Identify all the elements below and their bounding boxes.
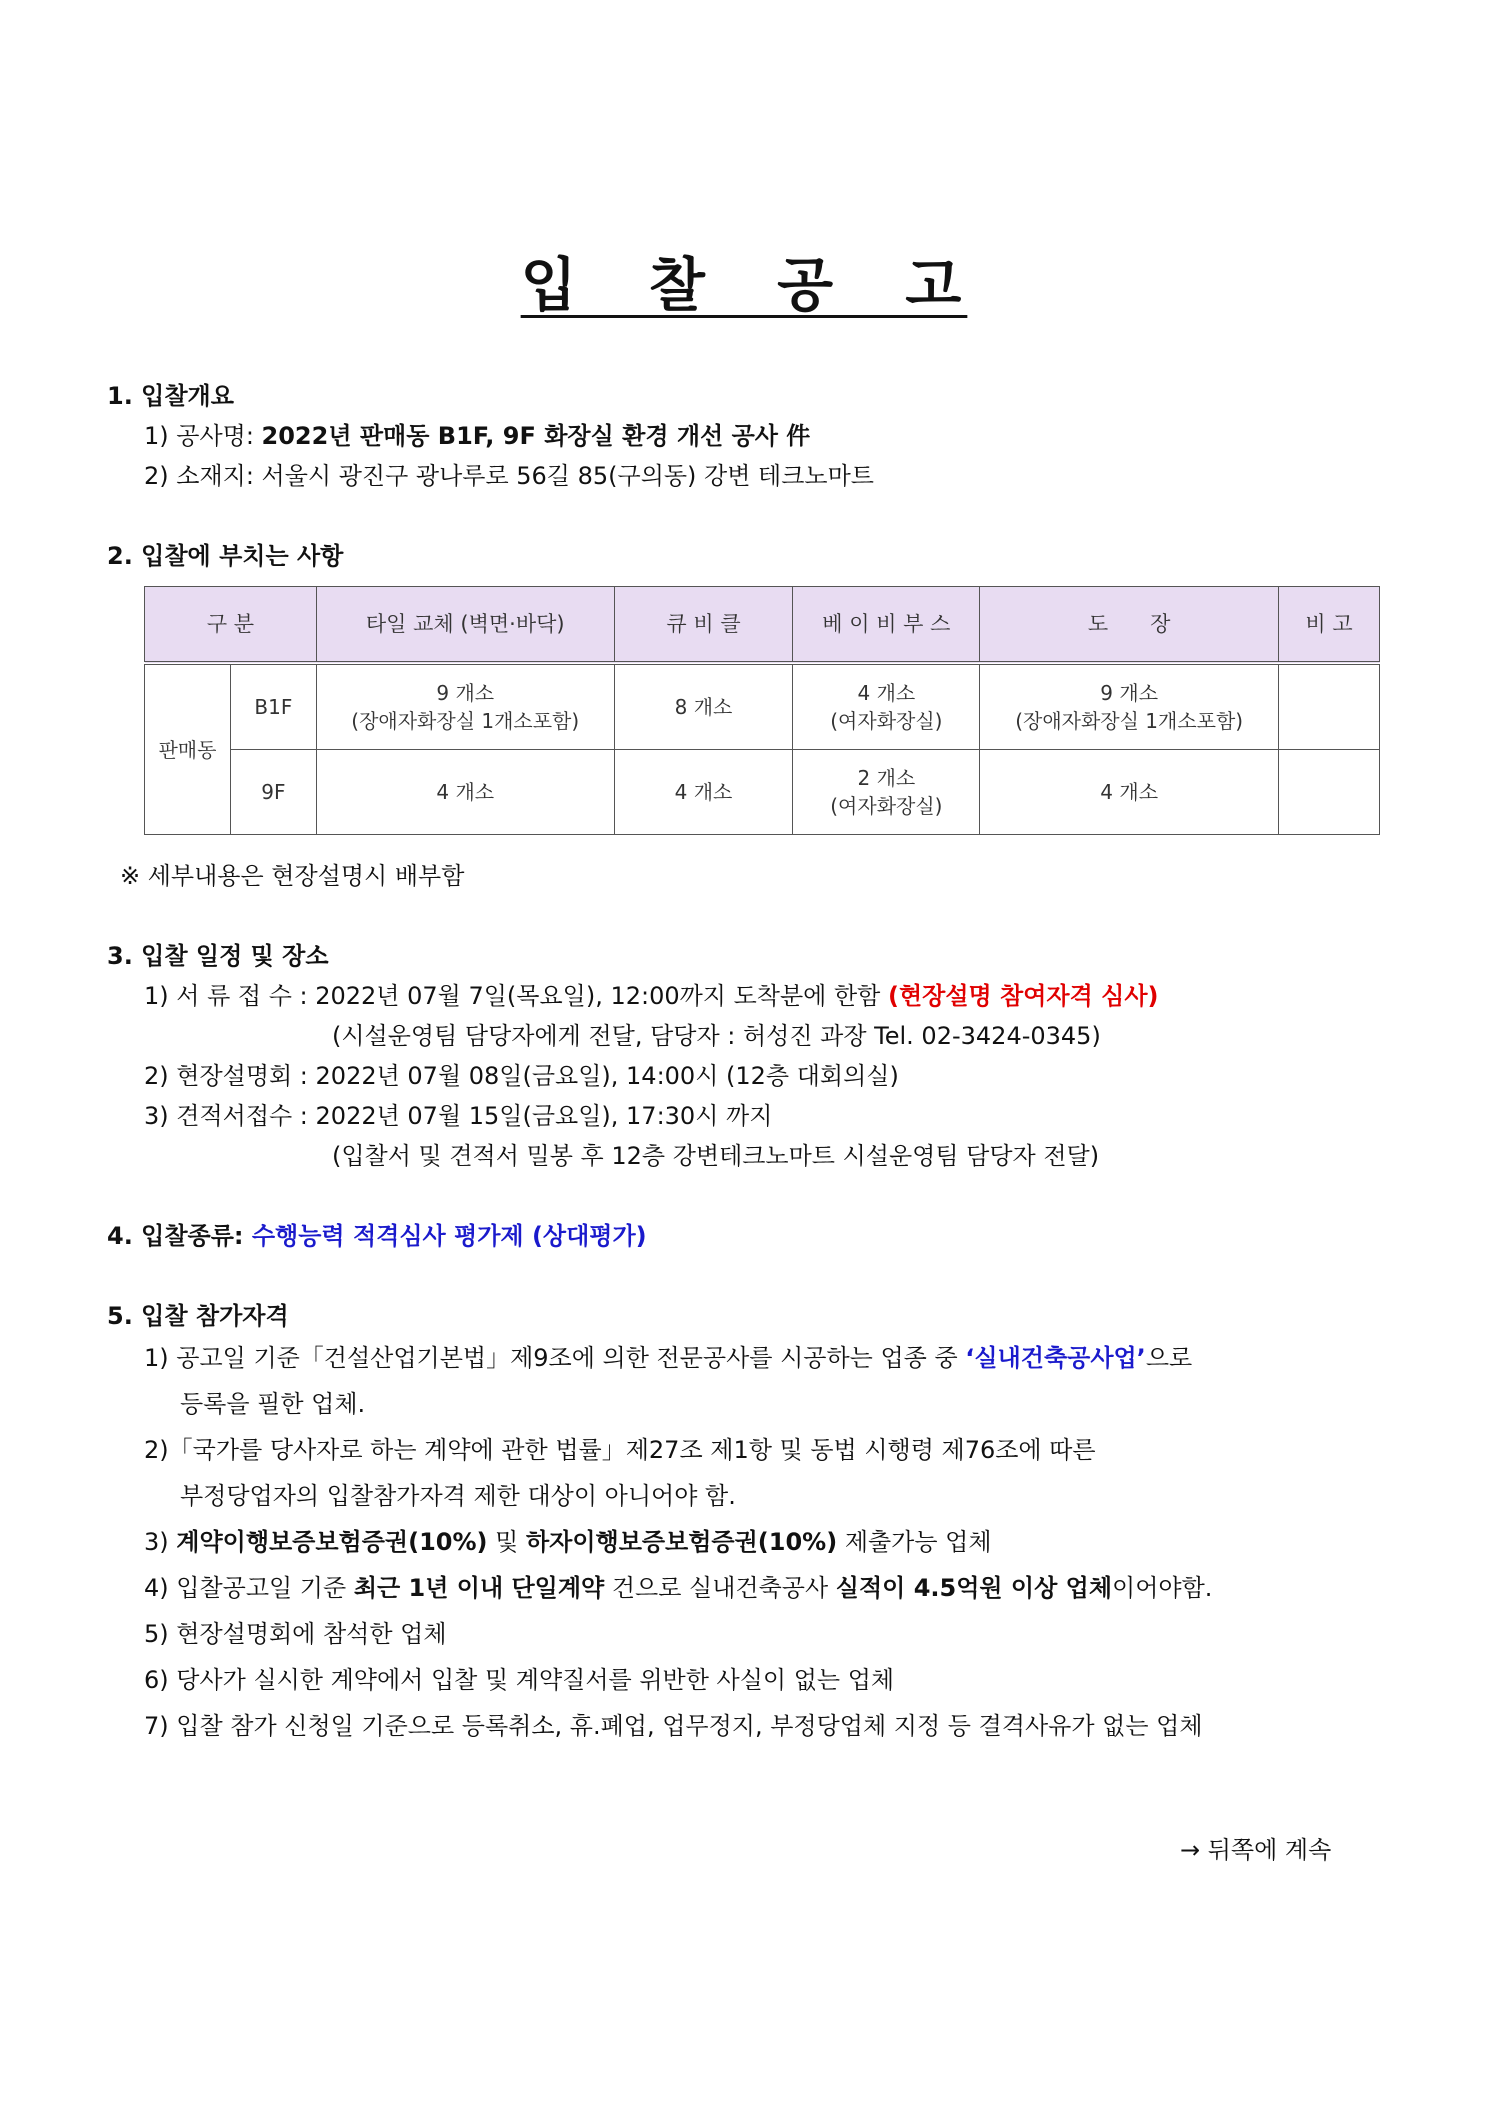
qualification-item-1: 1) 공고일 기준「건설산업기본법」제9조에 의한 전문공사를 시공하는 업종 중 ‘실내건축공사업’으로 [144, 1344, 1193, 1372]
continued-note: → 뒤쪽에 계속 [1180, 1836, 1332, 1864]
page-title: 입 찰 공 고 [520, 251, 968, 319]
remark-cell [1279, 663, 1380, 750]
section-2-heading: 2. 입찰에 부치는 사항 [107, 542, 344, 570]
qualification-review-note: (현장설명 참여자격 심사) [887, 982, 1159, 1010]
project-name: 2022년 판매동 B1F, 9F 화장실 환경 개선 공사 件 [261, 422, 811, 450]
tile-cell: 9 개소 (장애자화장실 1개소포함) [316, 663, 614, 750]
baby-booth-cell: 2 개소 (여자화장실) [793, 750, 980, 835]
cubicle-cell: 8 개소 [614, 663, 793, 750]
bid-items-table [144, 586, 1380, 835]
qualification-item-7: 7) 입찰 참가 신청일 기준으로 등록취소, 휴.폐업, 업무정지, 부정당업체 지정 등 결격사유가 없는 업체 [144, 1712, 1203, 1740]
qualification-item-2: 2)「국가를 당사자로 하는 계약에 관한 법률」제27조 제1항 및 동법 시행령 제76조에 따른 [144, 1436, 1096, 1464]
section-1-heading: 1. 입찰개요 [107, 382, 234, 410]
qualification-item-4: 4) 입찰공고일 기준 최근 1년 이내 단일계약 건으로 실내건축공사 실적이 4.5억원 이상 업체이어야함. [144, 1574, 1213, 1602]
project-name-line: 1) 공사명: 2022년 판매동 B1F, 9F 화장실 환경 개선 공사 件 [144, 422, 811, 450]
bid-type-value: 수행능력 적격심사 평가제 (상대평가) [251, 1222, 647, 1250]
qualification-item-1-cont: 등록을 필한 업체. [180, 1390, 366, 1418]
header-cubicle: 큐 비 클 [614, 587, 793, 664]
baby-booth-cell: 4 개소 (여자화장실) [793, 663, 980, 750]
table-row [145, 663, 1380, 750]
painting-cell: 9 개소 (장애자화장실 1개소포함) [980, 663, 1279, 750]
header-baby-booth: 베 이 비 부 스 [793, 587, 980, 664]
tile-cell: 4 개소 [316, 750, 614, 835]
floor-cell: 9F [230, 750, 316, 835]
header-category: 구 분 [145, 587, 317, 664]
table-note: ※ 세부내용은 현장설명시 배부함 [120, 862, 465, 890]
contact-line: (시설운영팀 담당자에게 전달, 담당자 : 허성진 과장 Tel. 02-3424-0345) [332, 1022, 1101, 1050]
section-5-heading: 5. 입찰 참가자격 [107, 1302, 289, 1330]
quote-submission-detail: (입찰서 및 견적서 밀봉 후 12층 강변테크노마트 시설운영팀 담당자 전달) [332, 1142, 1100, 1170]
header-remark: 비 고 [1279, 587, 1380, 664]
painting-cell: 4 개소 [980, 750, 1279, 835]
doc-submission-line: 1) 서 류 접 수 : 2022년 07월 7일(목요일), 12:00까지 도착분에 한함 (현장설명 참여자격 심사) [144, 982, 1159, 1010]
qualification-item-5: 5) 현장설명회에 참석한 업체 [144, 1620, 447, 1648]
qualification-item-6: 6) 당사가 실시한 계약에서 입찰 및 계약질서를 위반한 사실이 없는 업체 [144, 1666, 895, 1694]
header-tile: 타일 교체 (벽면·바닥) [316, 587, 614, 664]
section-4-heading: 4. 입찰종류: 수행능력 적격심사 평가제 (상대평가) [107, 1222, 647, 1250]
site-briefing-line: 2) 현장설명회 : 2022년 07월 08일(금요일), 14:00시 (12층 대회의실) [144, 1062, 899, 1090]
table-header-row [145, 587, 1380, 664]
building-cell: 판매동 [145, 663, 231, 835]
qualification-item-3: 3) 계약이행보증보험증권(10%) 및 하자이행보증보험증권(10%) 제출가능 업체 [144, 1528, 992, 1556]
section-3-heading: 3. 입찰 일정 및 장소 [107, 942, 329, 970]
quote-submission-line: 3) 견적서접수 : 2022년 07월 15일(금요일), 17:30시 까지 [144, 1102, 773, 1130]
cubicle-cell: 4 개소 [614, 750, 793, 835]
table-row [145, 750, 1380, 835]
header-painting: 도 장 [980, 587, 1279, 664]
remark-cell [1279, 750, 1380, 835]
location-line: 2) 소재지: 서울시 광진구 광나루로 56길 85(구의동) 강변 테크노마트 [144, 462, 874, 490]
qualification-item-2-cont: 부정당업자의 입찰참가자격 제한 대상이 아니어야 함. [180, 1482, 736, 1510]
floor-cell: B1F [230, 663, 316, 750]
